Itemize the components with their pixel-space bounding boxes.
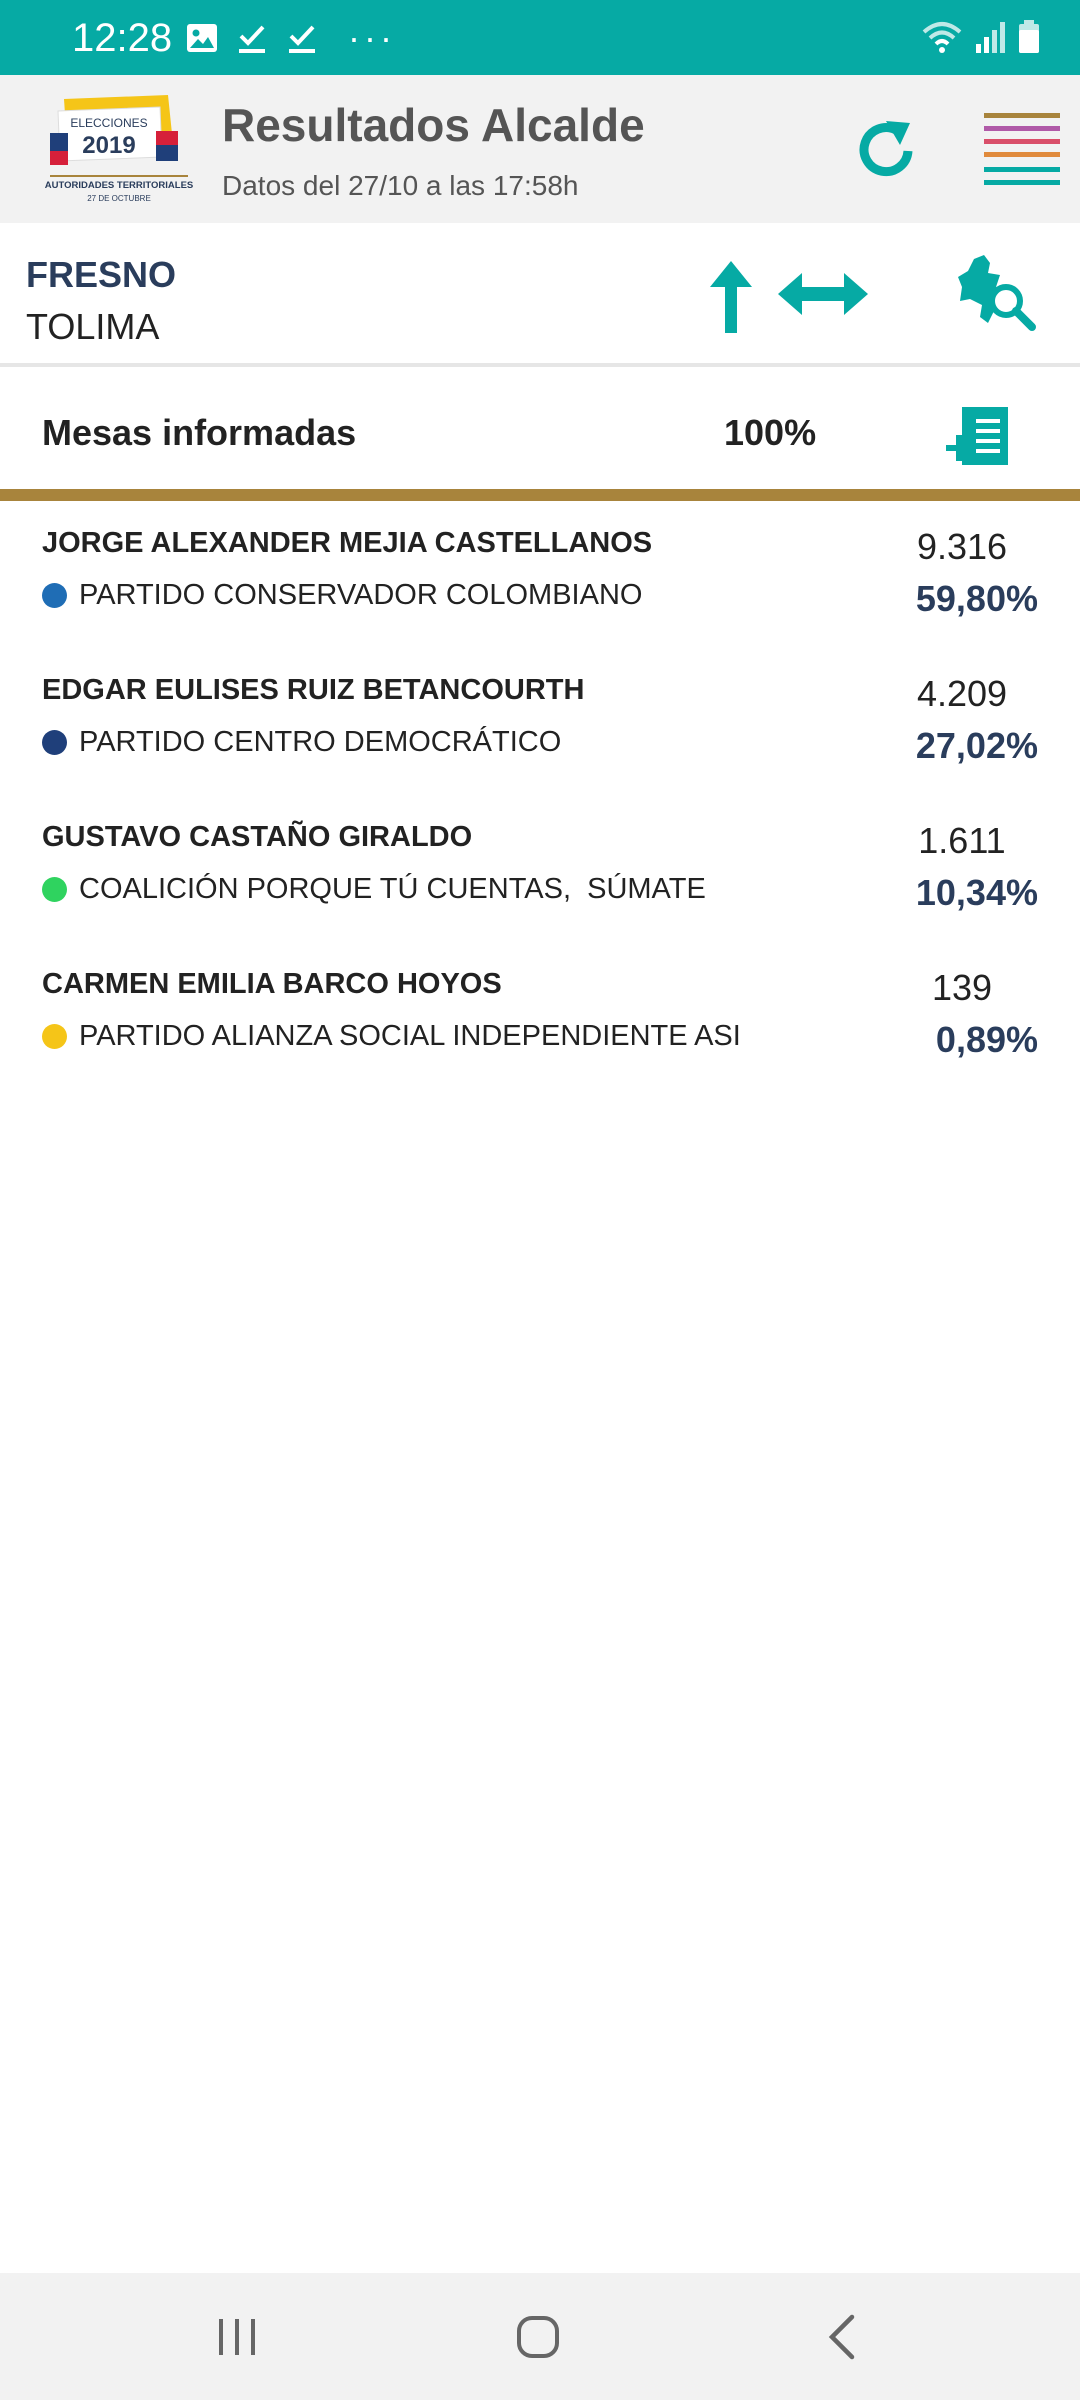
svg-text:AUTORIDADES TERRITORIALES: AUTORIDADES TERRITORIALES xyxy=(44,180,194,191)
battery-icon xyxy=(1018,20,1040,54)
candidate-party xyxy=(42,871,706,907)
wifi-icon xyxy=(922,20,962,54)
party-color-dot xyxy=(42,730,67,755)
home-icon[interactable] xyxy=(516,2315,560,2359)
candidate-list xyxy=(0,501,1080,1089)
candidate-name: JORGE ALEXANDER MEJIA CASTELLANOS xyxy=(42,527,653,559)
back-icon[interactable] xyxy=(822,2313,862,2361)
party-name: PARTIDO CENTRO DEMOCRÁTICO xyxy=(79,726,562,758)
add-document-icon[interactable] xyxy=(946,405,1010,467)
recents-icon[interactable] xyxy=(215,2317,259,2357)
more-notifications-icon: ··· xyxy=(348,17,396,58)
section-divider xyxy=(0,489,1080,501)
elecciones-logo xyxy=(44,95,194,205)
party-color-dot xyxy=(42,1024,67,1049)
candidate-votes: 4.209 xyxy=(916,673,1008,714)
page-title: Resultados Alcalde xyxy=(222,99,645,151)
candidate-row[interactable] xyxy=(0,795,1080,942)
party-color-dot xyxy=(42,877,67,902)
candidate-votes: 139 xyxy=(931,967,993,1008)
svg-text:ELECCIONES: ELECCIONES xyxy=(70,116,148,130)
data-timestamp: Datos del 27/10 a las 17:58h xyxy=(222,170,579,201)
arrow-left-right-icon[interactable] xyxy=(776,269,870,319)
party-name: PARTIDO ALIANZA SOCIAL INDEPENDIENTE ASI xyxy=(79,1020,741,1052)
svg-text:2019: 2019 xyxy=(82,132,136,159)
party-name: COALICIÓN PORQUE TÚ CUENTAS, SÚMATE xyxy=(79,873,706,905)
menu-icon[interactable] xyxy=(984,113,1060,187)
system-icons xyxy=(922,16,1040,58)
candidate-row[interactable] xyxy=(0,648,1080,795)
candidate-row[interactable] xyxy=(0,501,1080,648)
check-icon xyxy=(236,22,268,54)
mesas-value: 100% xyxy=(724,412,817,453)
candidate-percent: 59,80% xyxy=(915,578,1038,619)
refresh-icon[interactable] xyxy=(852,115,922,185)
app-header xyxy=(0,75,1080,223)
candidate-percent: 27,02% xyxy=(915,725,1038,766)
candidate-party xyxy=(42,1018,741,1054)
candidate-party xyxy=(42,577,642,613)
map-search-icon[interactable] xyxy=(954,253,1038,337)
notification-icons xyxy=(186,18,396,58)
candidate-name: GUSTAVO CASTAÑO GIRALDO xyxy=(42,821,473,853)
mesas-informadas-row xyxy=(0,371,1080,489)
candidate-votes: 9.316 xyxy=(916,526,1008,567)
candidate-name: EDGAR EULISES RUIZ BETANCOURTH xyxy=(42,674,585,706)
candidate-name: CARMEN EMILIA BARCO HOYOS xyxy=(42,968,502,1000)
candidate-party xyxy=(42,724,561,760)
svg-text:27 DE OCTUBRE: 27 DE OCTUBRE xyxy=(87,194,151,203)
candidate-percent: 0,89% xyxy=(935,1019,1038,1060)
system-navigation-bar xyxy=(0,2273,1080,2400)
municipio-name: FRESNO xyxy=(26,254,177,295)
check-icon xyxy=(286,22,318,54)
party-name: PARTIDO CONSERVADOR COLOMBIANO xyxy=(79,579,643,611)
mesas-label: Mesas informadas xyxy=(42,412,357,453)
candidate-row[interactable] xyxy=(0,942,1080,1089)
arrow-up-icon[interactable] xyxy=(706,259,756,335)
party-color-dot xyxy=(42,583,67,608)
location-bar xyxy=(0,223,1080,367)
signal-icon xyxy=(974,20,1006,54)
candidate-votes: 1.611 xyxy=(918,820,1006,861)
status-time: 12:28 xyxy=(72,16,173,60)
status-bar xyxy=(0,0,1080,75)
departamento-name: TOLIMA xyxy=(26,306,160,347)
image-icon xyxy=(186,23,218,53)
candidate-percent: 10,34% xyxy=(915,872,1038,913)
